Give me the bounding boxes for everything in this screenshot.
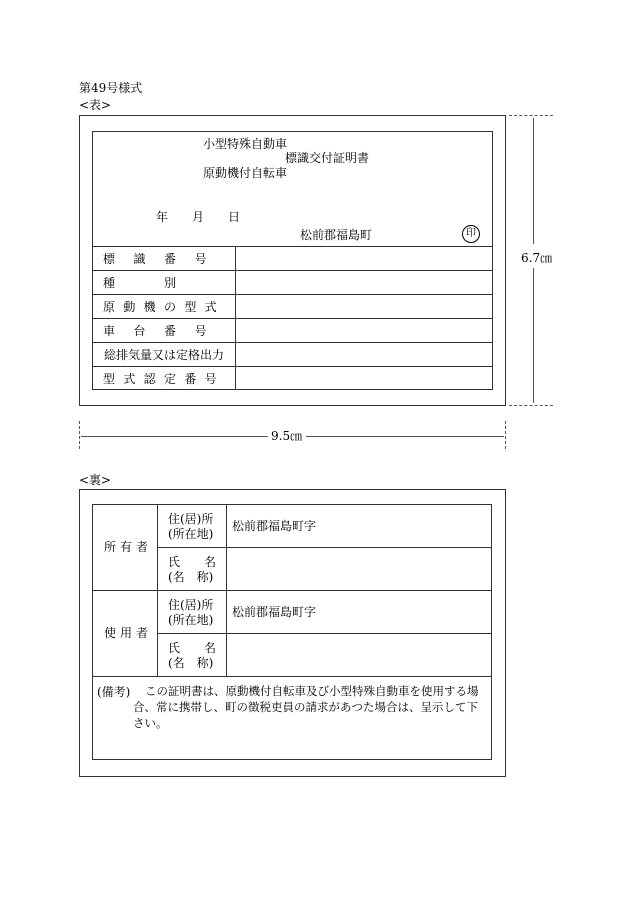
height-dim-line [533, 118, 534, 244]
row-label-chassis-number [93, 319, 235, 342]
issuer-name: 松前郡福島町 [300, 228, 373, 242]
owner-address-label-2: (所在地) [168, 527, 214, 541]
row-label-type [93, 271, 235, 294]
title-line-2: 標識交付証明書 [285, 151, 370, 165]
owner-address-label-1: 住(居)所 [168, 512, 214, 526]
width-dim-line [306, 436, 504, 437]
front-heading: <表> [79, 98, 112, 112]
width-dim-left [79, 421, 80, 449]
row-label-text: 種 別 [103, 275, 177, 290]
user-name-label-2: (名 称) [168, 656, 214, 670]
owner-address-value: 松前郡福島町字 [232, 519, 317, 533]
row-divider [92, 590, 492, 591]
width-dim-line [81, 436, 268, 437]
user-address-label-1: 住(居)所 [168, 598, 214, 612]
row-label-certification-number [93, 367, 235, 390]
note-line-1: この証明書は、原動機付自転車及び小型特殊自動車を使用する場 [145, 684, 479, 698]
row-label-text: 標 識 番 号 [103, 251, 207, 266]
note-line-3: さい。 [133, 716, 168, 730]
row-label-displacement [93, 343, 235, 366]
title-line-1: 小型特殊自動車 [203, 137, 288, 151]
row-divider [157, 633, 492, 634]
height-dim-top [509, 115, 553, 116]
row-label-text: 原 動 機 の 型 式 [103, 299, 217, 314]
user-label: 使用者 [104, 626, 153, 640]
width-dim-right [505, 421, 506, 449]
form-number: 第49号様式 [79, 81, 143, 95]
height-dim-line [533, 268, 534, 403]
column-divider [235, 246, 236, 390]
height-label: 6.7㎝ [521, 251, 553, 265]
row-label-text: 車 台 番 号 [103, 323, 207, 338]
row-label-engine-model [93, 295, 235, 318]
note-line-2: 合、常に携帯し、町の徴税吏員の請求があつた場合は、呈示して下 [133, 700, 478, 714]
row-divider [157, 547, 492, 548]
date-month: 月 [192, 210, 205, 224]
back-heading: <裏> [79, 473, 112, 487]
row-label-text: 総排気量又は定格出力 [104, 347, 225, 362]
owner-name-label-2: (名 称) [168, 570, 214, 584]
row-label-plate-number [93, 247, 235, 270]
width-label: 9.5㎝ [271, 429, 303, 443]
title-line-3: 原動機付自転車 [203, 166, 288, 180]
user-address-label-2: (所在地) [168, 613, 214, 627]
row-label-text: 型 式 認 定 番 号 [103, 371, 217, 386]
user-address-value: 松前郡福島町字 [232, 605, 317, 619]
owner-name-label-1: 氏 名 [168, 555, 217, 569]
user-name-label-1: 氏 名 [168, 641, 217, 655]
row-divider [92, 676, 492, 677]
date-day: 日 [228, 210, 241, 224]
height-dim-bottom [509, 405, 553, 406]
seal-icon: 印 [462, 225, 480, 243]
note-prefix: (備考) [97, 685, 131, 699]
date-year: 年 [156, 210, 169, 224]
owner-label: 所有者 [104, 540, 153, 554]
